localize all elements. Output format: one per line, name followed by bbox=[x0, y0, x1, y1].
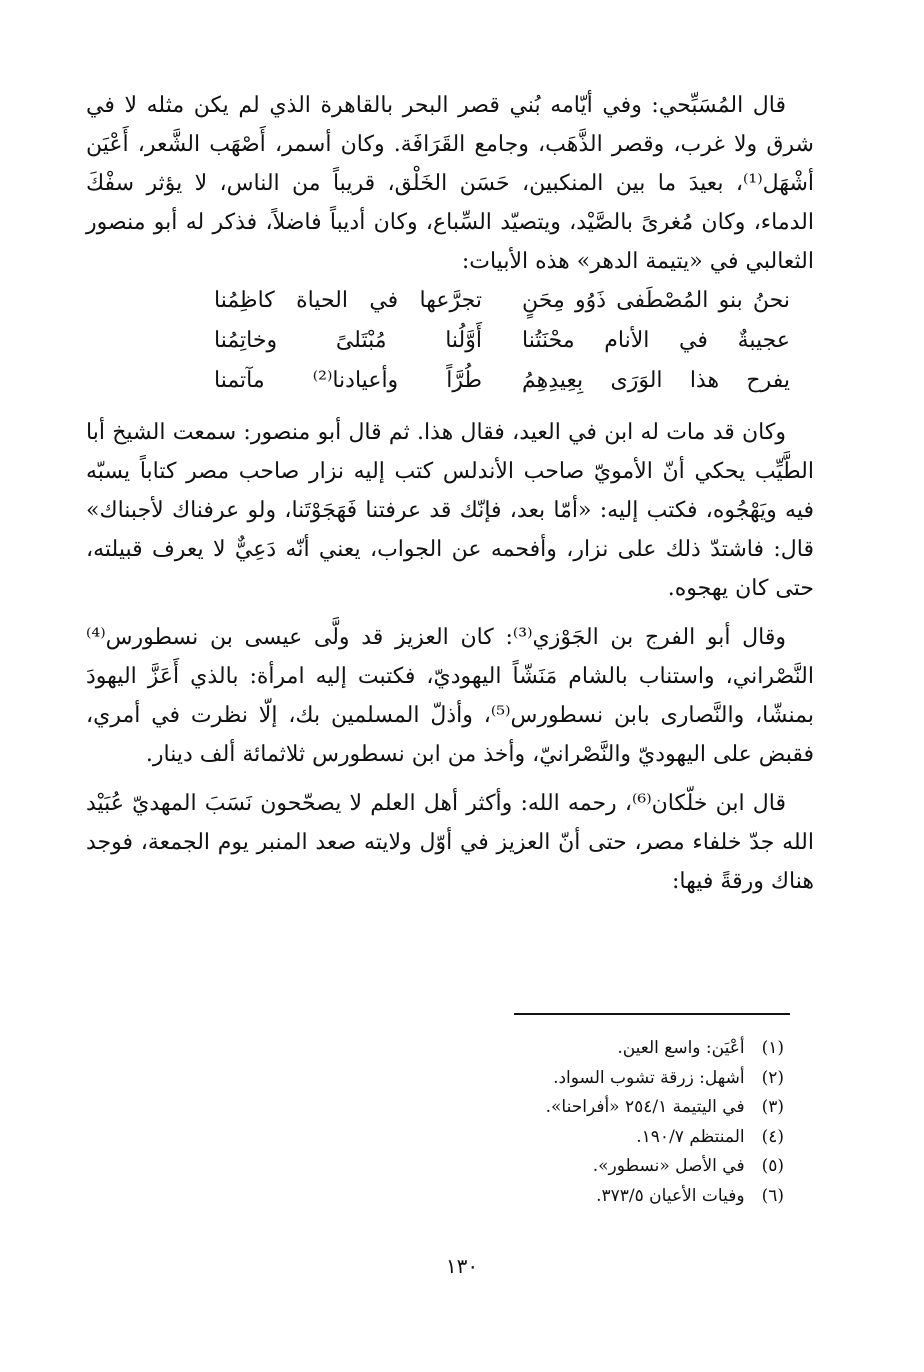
footnote-4 bbox=[224, 1123, 784, 1153]
verse-2-first-hemistich: عجيبةٌ في الأنام محْنَتُنا bbox=[522, 328, 790, 353]
footnote-number: (٥) bbox=[761, 1156, 784, 1176]
paragraph-musabbihi: قال المُسَبِّحي: وفي أيّامه بُني قصر البحر بالقاهرة الذي لم يكن مثله لا في شرق ولا غرب، وقصر الذَّهَب، وجامع القَرَافَة. وكان أسمر، أَصْهَب الشَّعر، أَعْيَن أشْهَل⁽¹⁾، بعيدَ ما بين المنكبين، حَسَن الخَلْق، قريباً من الناس، لا يؤثر سفْكَ الدماء، وكان مُغرىً بالصَّيْد، ويتصيّد السِّباع، وكان أديباً فاضلاً، فذكر له أبو منصور الثعالبي في «يتيمة الدهر» هذه الأبيات: bbox=[86, 93, 814, 274]
footnote-text: أشهل: زرقة تشوب السواد. bbox=[553, 1067, 745, 1088]
footnote-2 bbox=[224, 1064, 784, 1094]
footnote-number: (٦) bbox=[761, 1185, 784, 1206]
footnote-5 bbox=[224, 1152, 784, 1182]
verse-3-first-hemistich: يفرح هذا الوَرَى بِعِيدِهِمُ bbox=[522, 368, 790, 393]
poem-verse-1 bbox=[86, 281, 790, 321]
verse-2-second-hemistich: أَوَّلُنا مُبْتَلىً وخاتِمُنا bbox=[214, 328, 482, 353]
poem-verse-2 bbox=[86, 321, 790, 361]
footnote-text: المنتظم ١٩٠/٧. bbox=[636, 1126, 745, 1147]
verse-1-first-hemistich: نحنُ بنو المُصْطَفى ذَوُو مِحَنٍ bbox=[522, 288, 790, 313]
footnote-number: (١) bbox=[761, 1038, 784, 1058]
verse-3-second-hemistich: طُرَّاً وأعيادنا⁽²⁾ مآتمنا bbox=[214, 368, 482, 393]
paragraph-ibn-khallikan: قال ابن خلّكان⁽⁶⁾، رحمه الله: وأكثر أهل العلم لا يصحّحون نَسَبَ المهديّ عُبَيْد الله جدّ خلفاء مصر، حتى أنّ العزيز في أوّل ولايته صعد المنبر يوم الجمعة، فوجد هناك ورقةً فيها: bbox=[86, 791, 814, 894]
footnote-6 bbox=[224, 1182, 784, 1212]
verse-1-second-hemistich: تجرَّعها في الحياة كاظِمُنا bbox=[214, 288, 482, 313]
paragraph-ibn-al-jawzi: وقال أبو الفرج بن الجَوْزي⁽³⁾: كان العزيز قد ولَّى عيسى بن نسطورس⁽⁴⁾ النَّصْراني، واستناب بالشام مَنَشّاً اليهوديّ، فكتبت إليه امرأة: بالذي أَعَزَّ اليهودَ بمنشّا، والنَّصارى بابن نسطورس⁽⁵⁾، وأذلّ المسلمين بك، إلّا نظرت في أمري، فقبض على اليهوديّ والنَّصْرانيّ، وأخذ من ابن نسطورس ثلاثمائة ألف دينار. bbox=[86, 625, 814, 767]
page-number: ١٣٠ bbox=[445, 1254, 479, 1278]
footnote-text: في اليتيمة ٢٥٤/١ «أفراحنا». bbox=[545, 1097, 745, 1117]
poem bbox=[86, 281, 814, 401]
footnote-text: أعْيَن: واسع العين. bbox=[617, 1038, 745, 1058]
page-body bbox=[86, 86, 814, 901]
footnote-1 bbox=[224, 1034, 784, 1064]
poem-verse-3 bbox=[86, 361, 790, 401]
footnote-3 bbox=[224, 1093, 784, 1123]
footnote-number: (٤) bbox=[761, 1126, 784, 1147]
footnotes bbox=[224, 1034, 784, 1211]
paragraph-abu-mansur: وكان قد مات له ابن في العيد، فقال هذا. ثم قال أبو منصور: سمعت الشيخ أبا الطَّيِّب يحكي أنّ الأمويّ صاحب الأندلس كتب إليه نزار صاحب مصر كتاباً يسبّه فيه ويَهْجُوه، فكتب إليه: «أمّا بعد، فإنّك قد عرفتنا فَهَجَوْتَنا، ولو عرفناك لأجبناك» قال: فاشتدّ ذلك على نزار، وأفحمه عن الجواب، يعني أنّه دَعِيٌّ لا يعرف قبيلته، حتى كان يهجوه. bbox=[86, 420, 814, 601]
footnote-text: وفيات الأعيان ٣٧٣/٥. bbox=[596, 1185, 745, 1206]
footnote-number: (٣) bbox=[761, 1097, 784, 1117]
footnote-separator bbox=[514, 1013, 790, 1015]
footnote-text: في الأصل «نسطور». bbox=[592, 1156, 745, 1176]
footnote-number: (٢) bbox=[761, 1067, 784, 1088]
